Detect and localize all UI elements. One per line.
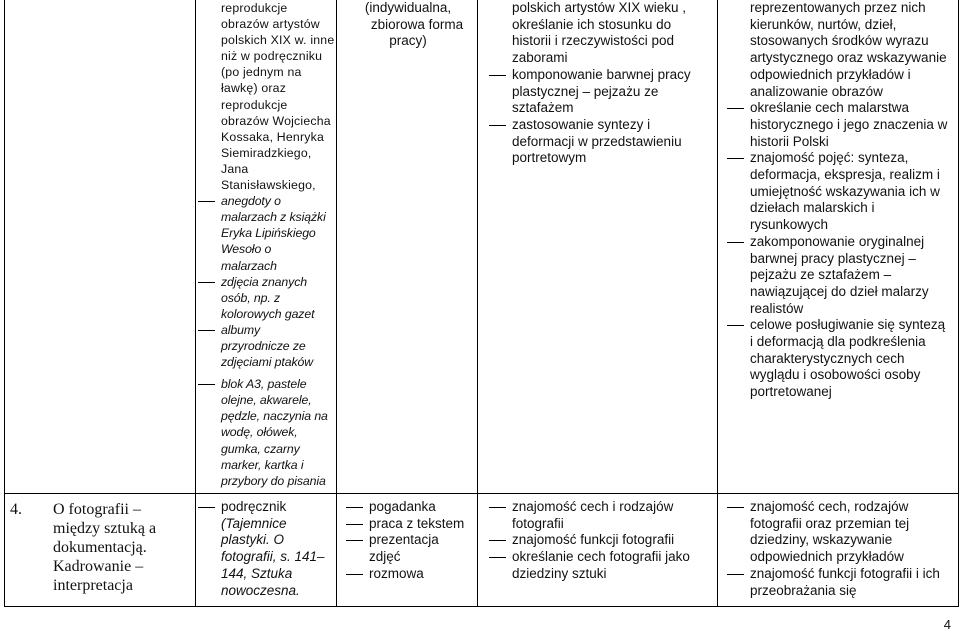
materials-line: Jana bbox=[221, 161, 249, 176]
page-number: 4 bbox=[943, 617, 951, 632]
dash-bullet bbox=[198, 282, 215, 283]
materials-cell-top bbox=[198, 0, 334, 489]
requirement-item: celowe posługiwanie się syntezą i deformacją dla podkreślenia charakterystycznych cech wyglądu i osobowości osoby portretowanej bbox=[727, 317, 947, 401]
requirement-item: znajomość cech i rodzajów fotografii bbox=[489, 499, 690, 532]
dash-bullet bbox=[489, 507, 506, 508]
column-divider-3 bbox=[477, 0, 478, 607]
dash-bullet bbox=[489, 125, 506, 126]
materials-cell-row4 bbox=[198, 499, 325, 599]
materials-line: obrazów Wojciecha bbox=[221, 113, 331, 128]
method-item: pogadanka bbox=[346, 499, 464, 516]
dash-bullet bbox=[727, 242, 744, 243]
requirement-item: znajomość cech, rodzajów fotografii oraz przemian tej dziedziny, wskazywanie odpowiednich przykładów bbox=[727, 499, 940, 566]
dash-bullet bbox=[727, 158, 744, 159]
materials-line: Stanisławskiego, bbox=[221, 178, 316, 193]
requirement-item: określanie cech fotografii jako dziedziny sztuki bbox=[489, 549, 690, 582]
lesson-number: 4. bbox=[10, 501, 22, 518]
dash-bullet bbox=[198, 330, 215, 331]
methods-line: zbiorowa forma bbox=[370, 16, 464, 32]
requirement-item: komponowanie barwnej pracy plastycznej – pejzażu ze sztafażem bbox=[489, 67, 691, 117]
dash-bullet bbox=[198, 507, 215, 508]
requirement-item: znajomość funkcji fotografii i ich przeobrażania się bbox=[727, 566, 940, 599]
column-divider-1 bbox=[195, 0, 196, 607]
table-border-left bbox=[4, 0, 5, 607]
materials-line: polskich XIX w. inne bbox=[221, 33, 335, 48]
materials-item: albumy przyrodnicze ze zdjęciami ptaków bbox=[198, 322, 334, 370]
requirement-item: określanie cech malarstwa historycznego i jego znaczenia w historii Polski bbox=[727, 100, 947, 150]
materials-line: Siemiradzkiego, bbox=[221, 145, 312, 160]
dash-bullet bbox=[346, 574, 363, 575]
dash-bullet bbox=[727, 507, 744, 508]
materials-item: blok A3, pastele olejne, akwarele, pędzle, naczynia na wodę, ołówek, gumka, czarny marker, kartka i przybory do pisania bbox=[198, 376, 334, 489]
table-border-bottom bbox=[4, 606, 959, 607]
requirement-item: znajomość funkcji fotografii bbox=[489, 532, 690, 549]
materials-line: ławkę) oraz bbox=[221, 81, 287, 96]
materials-line: niż w podręczniku bbox=[221, 49, 323, 64]
materials-line: reprodukcje bbox=[221, 1, 288, 15]
dash-bullet bbox=[727, 325, 744, 326]
requirement-item: znajomość pojęć: synteza, deformacja, ekspresja, realizm i umiejętność wskazywania ich w dziełach malarskich i rysunkowych bbox=[727, 150, 947, 234]
requirements-extended-cell-row4 bbox=[727, 499, 940, 599]
dash-bullet bbox=[727, 574, 744, 575]
method-item-continued: zdjęć bbox=[369, 549, 401, 565]
methods-line: (indywidualna, bbox=[364, 0, 452, 15]
dash-bullet bbox=[198, 201, 215, 202]
row-divider bbox=[4, 493, 959, 494]
dash-bullet bbox=[489, 75, 506, 76]
methods-cell-row4 bbox=[346, 499, 464, 583]
requirement-item: zakomponowanie oryginalnej barwnej pracy plastycznej – pejzażu ze sztafażem – nawiązującej do dzieł malarzy realistów bbox=[727, 234, 947, 318]
dash-bullet bbox=[198, 384, 215, 385]
lesson-topic: O fotografii – między sztuką a dokumentacją. Kadrowanie – interpretacja bbox=[53, 501, 157, 594]
requirements-basic-cell-row4 bbox=[489, 499, 690, 583]
materials-item: anegdoty o malarzach z książki Eryka Lipińskiego Wesoło o malarzach bbox=[198, 193, 334, 273]
dash-bullet bbox=[346, 524, 363, 525]
materials-line: obrazów artystów bbox=[221, 17, 320, 32]
dash-bullet bbox=[727, 108, 744, 109]
dash-bullet bbox=[346, 540, 363, 541]
method-item: rozmowa bbox=[346, 566, 464, 583]
dash-bullet bbox=[489, 557, 506, 558]
dash-bullet bbox=[346, 507, 363, 508]
method-item: praca z tekstem bbox=[346, 516, 464, 533]
requirements-basic-cell-top: polskich artystów XIX wieku , określanie ich stosunku do historii i rzeczywistości pod zaborami komponowanie barwnej pracy plastycznej – pejzażu ze sztafażem zastosowanie syntezy i deformacji w przedstawieniu portretowym bbox=[489, 0, 691, 167]
table-border-right bbox=[958, 0, 959, 607]
methods-line: pracy) bbox=[389, 33, 427, 49]
method-item: prezentacja bbox=[346, 532, 464, 549]
materials-line: reprodukcje bbox=[221, 97, 288, 112]
materials-item: zdjęcia znanych osób, np. z kolorowych gazet bbox=[198, 274, 334, 322]
materials-line: (po jednym na bbox=[221, 65, 302, 80]
materials-line: Kossaka, Henryka bbox=[221, 129, 324, 144]
dash-bullet bbox=[489, 540, 506, 541]
methods-cell-top bbox=[341, 0, 475, 50]
column-divider-2 bbox=[336, 0, 337, 607]
column-divider-4 bbox=[717, 0, 718, 607]
requirement-item: zastosowanie syntezy i deformacji w przedstawieniu portretowym bbox=[489, 117, 691, 167]
requirements-extended-cell-top: reprezentowanych przez nich kierunków, nurtów, dzieł, stosowanych środków wyrazu artystycznego oraz wskazywanie odpowiednich przykładów i analizowanie obrazów określanie cech malarstwa historycznego i jego znaczenia w historii Polski znajomość pojęć: synteza, deformacja, ekspresja, realizm i umiejętność wskazywania ich w dziełach malarskich i rysunkowych zakomponowanie oryginalnej barwnej pracy plastycznej – pejzażu ze sztafażem – nawiązującej do dzieł malarzy realistów celowe posługiwanie się syntezą i deformacją dla podkreślenia charakterystycznych cech wyglądu i osobowości osoby portretowanej bbox=[727, 0, 947, 401]
materials-item: podręcznik (Tajemnice plastyki. O fotografii, s. 141– 144, Sztuka nowoczesna. bbox=[198, 499, 325, 599]
